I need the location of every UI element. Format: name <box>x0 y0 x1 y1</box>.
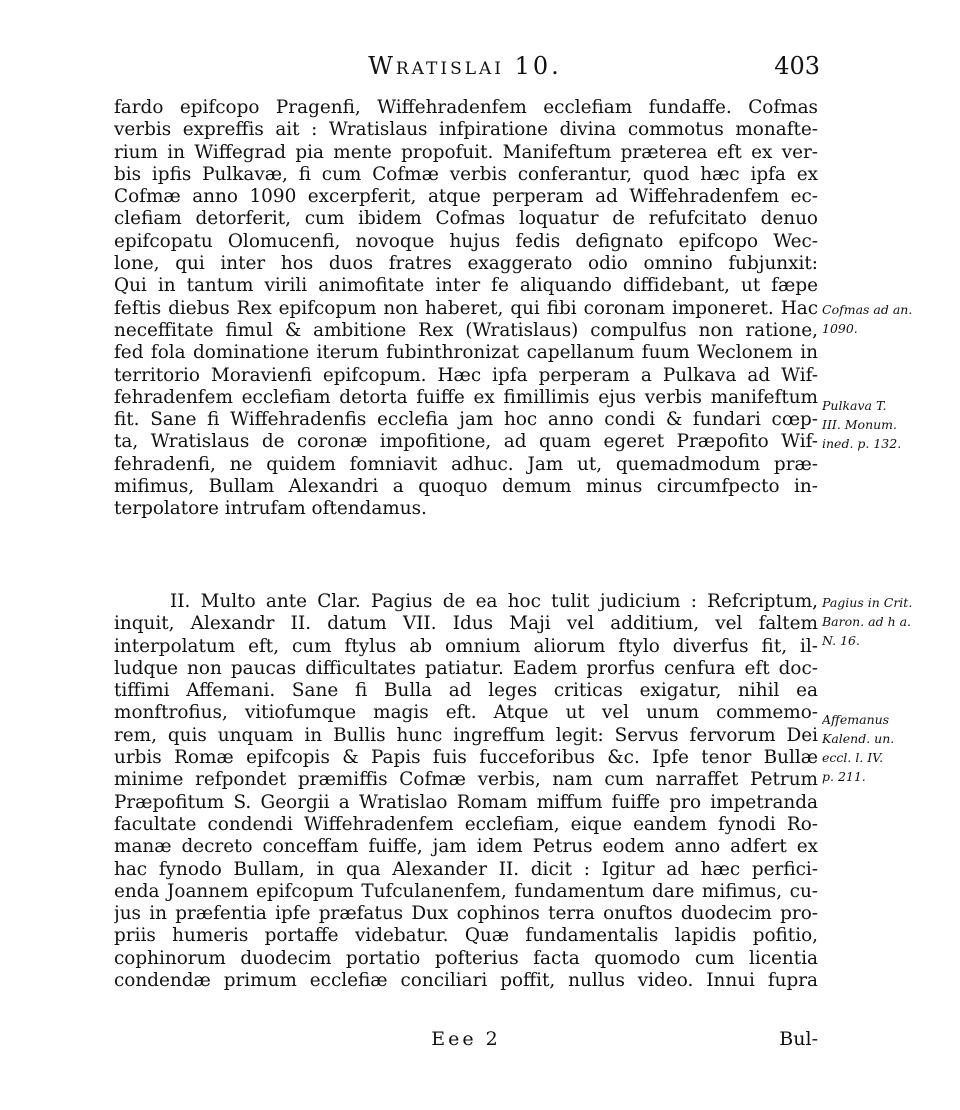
text-line: hac fynodo Bullam, in qua Alexander II. dicit : Igitur ad hæc perfici- <box>114 858 818 880</box>
text-line: condendæ primum ecclefiæ conciliari poffit, nullus video. Innui fupra <box>114 970 818 992</box>
text-line: epifcopatu Olomucenfi, novoque hujus fedis defignato epifcopo Wec- <box>114 230 818 252</box>
text-line: fed fola dominatione iterum fubinthronizat capellanum fuum Weclonem in <box>114 342 818 364</box>
text-line: fit. Sane fi Wiffehradenfis ecclefia jam hoc anno condi & fundari cœp- <box>114 409 818 431</box>
text-line: Cofmæ anno 1090 excerpferit, atque perperam ad Wiffehradenfem ec- <box>114 186 818 208</box>
page-footer <box>114 1028 818 1056</box>
text-line: territorio Moravienfi epifcopum. Hæc ipfa perperam a Pulkava ad Wif- <box>114 364 818 386</box>
text-line: priis humeris portaffe videbatur. Quæ fundamentalis lapidis pofitio, <box>114 925 818 947</box>
text-line: feftis diebus Rex epifcopum non haberet, qui fibi coronam imponeret. Hac <box>114 297 818 319</box>
margin-note-line: Pagius in Crit. <box>822 595 913 610</box>
text-line: mifimus, Bullam Alexandri a quoquo demum minus circumfpecto in- <box>114 476 818 498</box>
margin-note-pulkava <box>822 396 952 453</box>
text-line: monftrofius, vitiofumque magis eft. Atque ut vel unum commemo- <box>114 702 818 724</box>
margin-note-line: Affemanus <box>822 712 890 727</box>
paragraph-1 <box>114 97 818 521</box>
text-line: terpolatore intrufam oftendamus. <box>114 498 427 520</box>
margin-note-line: Kalend. un. <box>822 731 895 746</box>
text-line: neceffitate fimul & ambitione Rex (Wratislaus) compulfus non ratione, <box>114 319 818 341</box>
text-line: ta, Wratislaus de coronæ impofitione, ad quam egeret Præpofito Wif- <box>114 431 818 453</box>
margin-note-line: eccl. l. IV. <box>822 750 884 765</box>
text-line: Qui in tantum virili animofitate inter fe aliquando diffidebant, ut fæpe <box>114 275 818 297</box>
text-line: verbis expreffis ait : Wratislaus infpiratione divina commotus monafte- <box>114 119 818 141</box>
paragraph-2 <box>114 591 818 992</box>
text-line: rium in Wiffegrad pia mente propofuit. Manifeftum præterea eft ex ver- <box>114 141 818 163</box>
margin-note-line: ined. p. 132. <box>822 436 902 451</box>
page-number: 403 <box>774 52 820 80</box>
running-title: Wratislai 10. <box>368 52 562 80</box>
text-line: bis ipfis Pulkavæ, fi cum Cofmæ verbis conferantur, quod hæc ipfa ex <box>114 163 818 185</box>
text-line: lone, qui inter hos duos fratres exaggerato odio omnino fubjunxit: <box>114 253 818 275</box>
margin-note-pagius <box>822 593 952 650</box>
text-line: Præpofitum S. Georgii a Wratislao Romam miffum fuiffe pro impetranda <box>114 791 818 813</box>
text-line: tiffimi Affemani. Sane fi Bulla ad leges criticas exigatur, nihil ea <box>114 680 818 702</box>
text-line: minime refpondet præmiffis Cofmæ verbis, nam cum narraffet Petrum <box>114 769 818 791</box>
text-line: fehradenfem ecclefiam detorta fuiffe ex fimillimis ejus verbis manifeftum <box>114 386 818 408</box>
text-line: ludque non paucas difficultates patiatur. Eadem prorfus cenfura eft doc- <box>114 657 818 679</box>
text-line: II. Multo ante Clar. Pagius de ea hoc tulit judicium : Refcriptum, <box>170 591 818 612</box>
text-line: clefiam detorferit, cum ibidem Cofmas loquatur de refufcitato denuo <box>114 208 818 230</box>
text-line: fardo epifcopo Pragenfi, Wiffehradenfem ecclefiam fundaffe. Cofmas <box>114 97 818 118</box>
text-line: facultate condendi Wiffehradenfem ecclefiam, eique eandem fynodi Ro- <box>114 813 818 835</box>
margin-note-line: Baron. ad h a. <box>822 614 912 629</box>
text-line: interpolatum eft, cum ftylus ab omnium aliorum ftylo diverfus fit, il- <box>114 635 818 657</box>
text-line: cophinorum duodecim portatio pofterius facta quomodo cum licentia <box>114 947 818 969</box>
text-line: jus in præfentia ipfe præfatus Dux cophinos terra onuftos duodecim pro- <box>114 903 818 925</box>
text-line: urbis Romæ epifcopis & Papis fuis fucceforibus &c. Ipfe tenor Bullæ <box>114 747 818 769</box>
running-head <box>110 52 820 88</box>
margin-note-line: 1090. <box>822 321 858 336</box>
margin-note-line: III. Monum. <box>822 417 898 432</box>
margin-note-cosmas <box>822 300 952 338</box>
margin-note-line: Pulkava T. <box>822 398 887 413</box>
margin-note-line: Cofmas ad an. <box>822 302 913 317</box>
margin-note-line: N. 16. <box>822 633 860 648</box>
margin-note-assemanus <box>822 710 952 786</box>
signature-mark: Eee 2 <box>431 1028 501 1050</box>
text-line: enda Joannem epifcopum Tufculanenfem, fundamentum dare mifimus, cu- <box>114 880 818 902</box>
text-line: manæ decreto conceffam fuiffe, jam idem Petrus eodem anno adfert ex <box>114 836 818 858</box>
text-line: fehradenfi, ne quidem fomniavit adhuc. Jam ut, quemadmodum præ- <box>114 453 818 475</box>
text-line: inquit, Alexandr II. datum VII. Idus Maji vel additium, vel faltem <box>114 613 818 635</box>
text-line: rem, quis unquam in Bullis hunc ingreffum legit: Servus fervorum Dei <box>114 724 818 746</box>
margin-note-line: p. 211. <box>822 769 866 784</box>
catchword: Bul- <box>779 1028 818 1050</box>
